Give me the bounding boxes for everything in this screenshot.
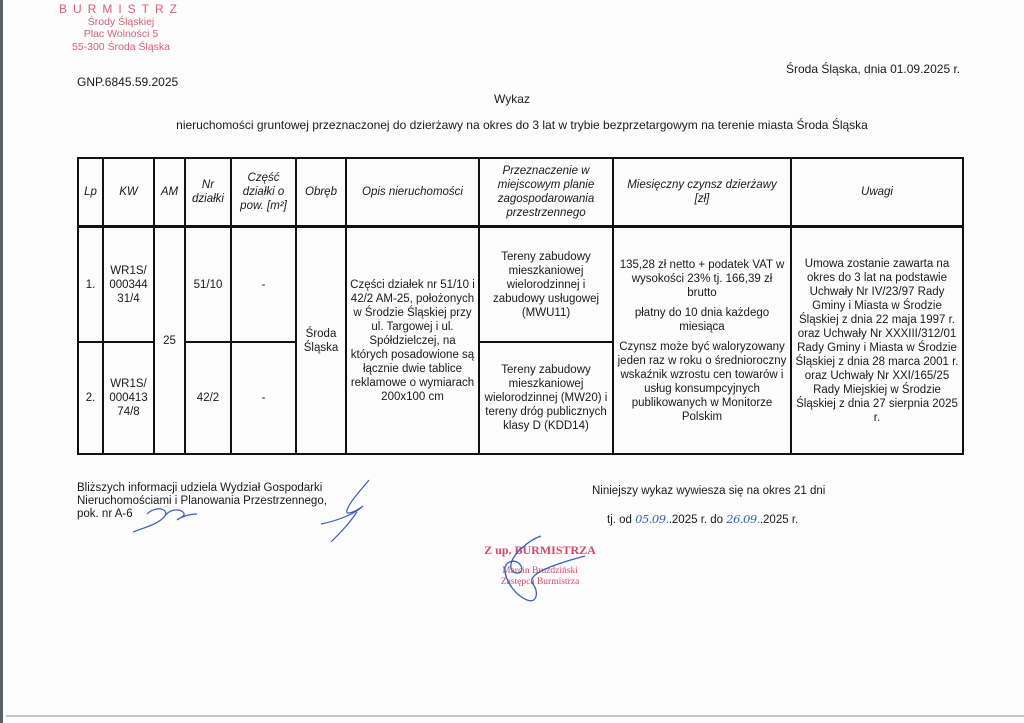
sig-stamp-line-1: Z up. BURMISTRZA (484, 543, 596, 557)
document-number: GNP.6845.59.2025 (77, 75, 179, 89)
posting-notice: Niniejszy wykaz wywiesza się na okres 21 dni (592, 485, 826, 497)
row2-przeznaczenie: Tereny zabudowy mieszkaniowej wielorodzinnej (MW20) i tereny dróg publicznych klasy D (KDD14) (484, 364, 608, 432)
period-mid: .2025 r. do (668, 514, 727, 526)
handwritten-signature (485, 530, 615, 610)
row1-lp: 1. (85, 278, 96, 291)
stamp-line-3: 55-300 Środa Śląska (71, 40, 171, 53)
sig-stamp-line-3: Zastępca Burmistrza (500, 577, 580, 587)
row2-kw: WR1S/ 000413 74/8 (109, 378, 148, 418)
period-from-handwritten: 05.09. (635, 512, 669, 526)
row2-czesc: - (261, 392, 266, 404)
header-uwagi: Uwagi (861, 186, 893, 198)
row1-przeznaczenie: Tereny zabudowy mieszkaniowej wielorodzinnej i zabudowy usługowej (MWU11) (492, 250, 600, 319)
period-to-handwritten: 26.09. (726, 512, 760, 526)
scan-left-edge (0, 0, 3, 723)
header-obreb: Obręb (305, 186, 337, 198)
info-line-2: Nieruchomościami i Planowania Przestrzennego, (77, 495, 327, 507)
property-table (77, 157, 964, 455)
header-nr-dzialki: Nr działki (192, 179, 224, 205)
info-line-3: pok. nr A-6 (77, 508, 133, 520)
stamp-line-1: Środy Śląskiej (87, 15, 155, 28)
header-opis: Opis nieruchomości (362, 186, 463, 198)
header-czynsz: Miesięczny czynsz dzierżawy [zł] (627, 179, 777, 205)
row2-nr-dzialki: 42/2 (196, 392, 220, 404)
row2-lp: 2. (85, 392, 96, 404)
row1-nr-dzialki: 51/10 (193, 278, 223, 291)
place-and-date: Środa Śląska, dnia 01.09.2025 r. (786, 62, 961, 76)
period-suffix: .2025 r. (759, 514, 799, 526)
header-czesc-dzialki: Część działki o pow. [m²] (240, 172, 287, 212)
handwritten-initials (125, 476, 385, 546)
shared-obreb: Środa Śląska (303, 327, 339, 354)
shared-uwagi: Umowa zostanie zawarta na okres do 3 lat na podstawie Uchwały Nr IV/23/97 Rady Gminy i Miasta w Środzie Śląskiej z dnia 22 maja 1997 r. oraz Uchwały Nr XXXIII/312/01 Rady Gminy i Miasta w Środzie Śląskiej z dnia 28 marca 2001 r. oraz Uchwały Nr XXI/165/25 Rady Miejskiej w Środzie Śląskiej z dnia 27 sierpnia 2025 r. (795, 257, 959, 424)
period-prefix: tj. od (607, 514, 636, 526)
row1-kw: WR1S/ 000344 31/4 (109, 264, 148, 305)
mayor-header-stamp (56, 3, 186, 53)
czynsz-due: płatny do 10 dnia każdego miesiąca (634, 306, 770, 333)
czynsz-amount: 135,28 zł netto + podatek VAT w wysokości 23% tj. 166,39 zł brutto (619, 258, 785, 299)
header-kw: KW (119, 186, 138, 198)
header-lp: Lp (84, 186, 97, 198)
info-line-1: Bliższych informacji udziela Wydział Gospodarki (77, 482, 323, 494)
shared-am: 25 (163, 334, 176, 347)
row1-czesc: - (261, 278, 266, 291)
sig-stamp-line-2: Marcin Bruzdziński (502, 566, 578, 576)
posting-period (607, 512, 798, 526)
shared-opis: Części działek nr 51/10 i 42/2 AM-25, położonych w Środzie Śląskiej przy ul. Targowej i ul. Spółdzielczej, na których posadowione są łącznie dwie tablice reklamowe o wymiarach 200x100 cm (350, 278, 475, 403)
header-am: AM (160, 186, 179, 198)
stamp-title: BURMISTRZ (59, 2, 183, 16)
header-przeznaczenie: Przeznaczenie w miejscowym planie zagospodarowania przestrzennego (497, 165, 595, 219)
shared-czynsz (614, 228, 790, 453)
document-title: Wykaz (494, 92, 530, 106)
scan-bottom-line (6, 715, 1024, 717)
stamp-line-2: Plac Wolności 5 (83, 28, 159, 40)
czynsz-indexation: Czynsz może być waloryzowany jeden raz w roku o średnioroczny wskaźnik wzrostu cen towarów i usług konsumpcyjnych publikowanych w Monitorze Polskim (617, 340, 787, 423)
document-subtitle: nieruchomości gruntowej przeznaczonej do dzierżawy na okres do 3 lat w trybie bezprzetargowym na terenie miasta Środa Śląska (176, 118, 868, 132)
